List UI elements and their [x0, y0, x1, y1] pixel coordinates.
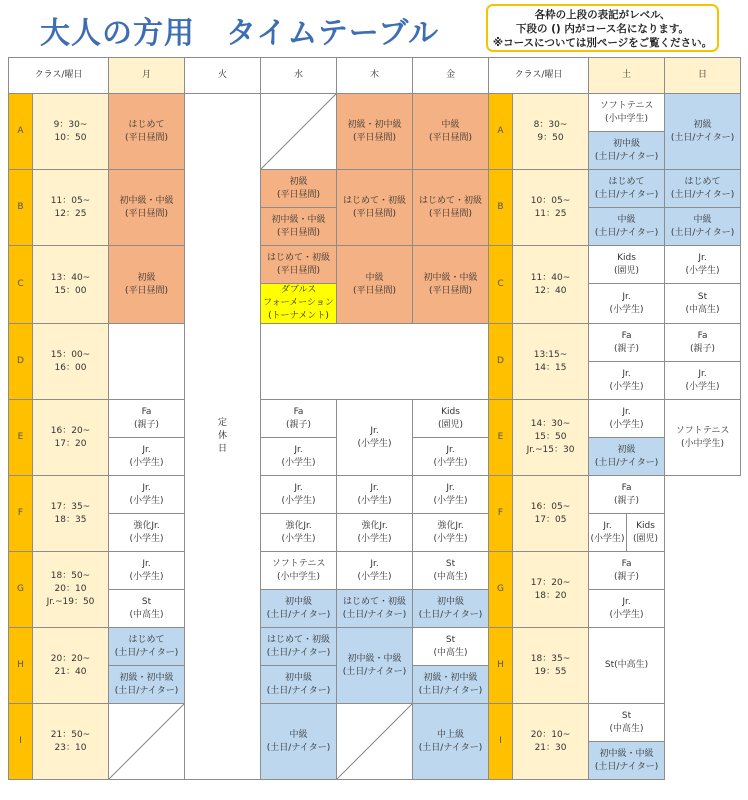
slot-mon-f2[interactable]: 強化Jr. (小学生): [109, 514, 185, 552]
slot-fri-h1[interactable]: St (中高生): [413, 628, 489, 666]
day-header-sun: 日: [665, 58, 741, 94]
slot-fri-e2[interactable]: Jr. (小学生): [413, 438, 489, 476]
time-e: 16：20~ 17：20: [33, 400, 109, 476]
class-label-c-right: C: [489, 246, 513, 324]
slot-mon-h1[interactable]: はじめて (土日/ナイター): [109, 628, 185, 666]
class-label-a: A: [9, 94, 33, 170]
slot-thu-i-empty: [337, 704, 413, 780]
slot-mon-g2[interactable]: St (中高生): [109, 590, 185, 628]
slot-wed-b2[interactable]: 初中級・中級 (平日昼間): [261, 208, 337, 246]
header-row: [9, 58, 741, 94]
slot-fri-g2[interactable]: 初中級 (土日/ナイター): [413, 590, 489, 628]
class-label-b-right: B: [489, 170, 513, 246]
slot-fri-h2[interactable]: 初級・初中級 (土日/ナイター): [413, 666, 489, 704]
slot-thu-a[interactable]: 初級・初中級 (平日昼間): [337, 94, 413, 170]
slot-sun-d1[interactable]: Fa (親子): [665, 324, 741, 362]
slot-wed-a-empty: [261, 94, 337, 170]
time-b-right: 10：05~ 11：25: [513, 170, 589, 246]
time-g-right: 17：20~ 18：20: [513, 552, 589, 628]
slot-fri-i[interactable]: 中上級 (土日/ナイター): [413, 704, 489, 780]
slot-mon-a[interactable]: はじめて (平日昼間): [109, 94, 185, 170]
blank-sun-f: [665, 476, 741, 552]
slot-sun-d2[interactable]: Jr. (小学生): [665, 362, 741, 400]
class-label-e-right: E: [489, 400, 513, 476]
day-header-sat: 土: [589, 58, 665, 94]
slot-sun-c2[interactable]: St (中高生): [665, 284, 741, 324]
slot-thu-c[interactable]: 中級 (平日昼間): [337, 246, 413, 324]
slot-wed-h1[interactable]: はじめて・初級 (土日/ナイター): [261, 628, 337, 666]
slot-fri-f2[interactable]: 強化Jr. (小学生): [413, 514, 489, 552]
slot-sun-c1[interactable]: Jr. (小学生): [665, 246, 741, 284]
slot-mon-i-empty: [109, 704, 185, 780]
slot-wed-h2[interactable]: 初中級 (土日/ナイター): [261, 666, 337, 704]
slot-mon-e2[interactable]: Jr. (小学生): [109, 438, 185, 476]
class-label-i-right: I: [489, 704, 513, 780]
class-label-e: E: [9, 400, 33, 476]
slot-wed-c1[interactable]: はじめて・初級 (平日昼間): [261, 246, 337, 284]
class-label-i: I: [9, 704, 33, 780]
slot-wed-f2[interactable]: 強化Jr. (小学生): [261, 514, 337, 552]
slot-sat-b1[interactable]: はじめて (土日/ナイター): [589, 170, 665, 208]
time-a-right: 8：30~ 9：50: [513, 94, 589, 170]
page-title: 大人の方用 タイムテーブル: [40, 16, 440, 51]
time-c: 13：40~ 15：00: [33, 246, 109, 324]
class-label-a-right: A: [489, 94, 513, 170]
class-label-b: B: [9, 170, 33, 246]
slot-sat-e2[interactable]: 初級 (土日/ナイター): [589, 438, 665, 476]
slot-fri-c[interactable]: 初中級・中級 (平日昼間): [413, 246, 489, 324]
day-header-mon: 月: [109, 58, 185, 94]
closed-tuesday: 定 休 日: [185, 94, 261, 780]
slot-sun-b1[interactable]: はじめて (土日/ナイター): [665, 170, 741, 208]
note-line: 各枠の上段の表記がレベル、: [534, 9, 671, 21]
slot-sun-e[interactable]: ソフトテニス (小中学生): [665, 400, 741, 476]
class-label-d-right: D: [489, 324, 513, 400]
class-label-h: H: [9, 628, 33, 704]
slot-sat-d2[interactable]: Jr. (小学生): [589, 362, 665, 400]
slot-sat-a2[interactable]: 初中級 (土日/ナイター): [589, 132, 665, 170]
slot-wed-i[interactable]: 中級 (土日/ナイター): [261, 704, 337, 780]
time-f-right: 16：05~ 17：05: [513, 476, 589, 552]
slot-fri-e1[interactable]: Kids (園児): [413, 400, 489, 438]
slot-sat-f2a[interactable]: Jr. (小学生): [589, 514, 627, 552]
slot-fri-g1[interactable]: St (中高生): [413, 552, 489, 590]
slot-sat-c1[interactable]: Kids (園児): [589, 246, 665, 284]
time-h: 20：20~ 21：40: [33, 628, 109, 704]
slot-mon-b[interactable]: 初中級・中級 (平日昼間): [109, 170, 185, 246]
day-header-wed: 水: [261, 58, 337, 94]
slot-thu-e[interactable]: Jr. (小学生): [337, 400, 413, 476]
slot-thu-g1[interactable]: Jr. (小学生): [337, 552, 413, 590]
slot-sat-g1[interactable]: Fa (親子): [589, 552, 665, 590]
slot-wed-c2[interactable]: ダブルス フォーメーション (トーナメント): [261, 284, 337, 324]
slot-thu-h[interactable]: 初中級・中級 (土日/ナイター): [337, 628, 413, 704]
slot-mon-g1[interactable]: Jr. (小学生): [109, 552, 185, 590]
slot-sat-d1[interactable]: Fa (親子): [589, 324, 665, 362]
time-b: 11：05~ 12：25: [33, 170, 109, 246]
slot-sun-a[interactable]: 初級 (土日/ナイター): [665, 94, 741, 170]
time-i: 21：50~ 23：10: [33, 704, 109, 780]
class-label-c: C: [9, 246, 33, 324]
slot-sun-b2[interactable]: 中級 (土日/ナイター): [665, 208, 741, 246]
slot-sat-f2b[interactable]: Kids (園児): [627, 514, 665, 552]
time-d: 15：00~ 16：00: [33, 324, 109, 400]
slot-fri-a[interactable]: 中級 (平日昼間): [413, 94, 489, 170]
slot-mon-d-empty: [109, 324, 185, 400]
class-label-d: D: [9, 324, 33, 400]
slot-mon-h2[interactable]: 初級・初中級 (土日/ナイター): [109, 666, 185, 704]
slot-sat-i2[interactable]: 初中級・中級 (土日/ナイター): [589, 742, 665, 780]
legend-note: [486, 4, 719, 52]
slot-wed-f1[interactable]: Jr. (小学生): [261, 476, 337, 514]
class-label-g-right: G: [489, 552, 513, 628]
class-day-header-right: クラス/曜日: [489, 58, 589, 94]
time-e-right: 14：30~ 15：50 Jr.~15：30: [513, 400, 589, 476]
slot-wed-g2[interactable]: 初中級 (土日/ナイター): [261, 590, 337, 628]
class-label-h-right: H: [489, 628, 513, 704]
slot-sat-f1[interactable]: Fa (親子): [589, 476, 665, 514]
slot-thu-f2[interactable]: 強化Jr. (小学生): [337, 514, 413, 552]
slot-mon-c[interactable]: 初級 (平日昼間): [109, 246, 185, 324]
slot-sat-e1[interactable]: Jr. (小学生): [589, 400, 665, 438]
class-label-g: G: [9, 552, 33, 628]
day-header-tue: 火: [185, 58, 261, 94]
slot-thu-f1[interactable]: Jr. (小学生): [337, 476, 413, 514]
slot-wed-b1[interactable]: 初級 (平日昼間): [261, 170, 337, 208]
slot-mon-f1[interactable]: Jr. (小学生): [109, 476, 185, 514]
slot-fri-f1[interactable]: Jr. (小学生): [413, 476, 489, 514]
slot-sat-i1[interactable]: St (中高生): [589, 704, 665, 742]
time-f: 17：35~ 18：35: [33, 476, 109, 552]
slot-mon-e1[interactable]: Fa (親子): [109, 400, 185, 438]
day-header-thu: 木: [337, 58, 413, 94]
slot-wed-fri-d-empty: [261, 324, 489, 400]
time-h-right: 18：35~ 19：55: [513, 628, 589, 704]
slot-sat-a1[interactable]: ソフトテニス (小中学生): [589, 94, 665, 132]
time-c-right: 11：40~ 12：40: [513, 246, 589, 324]
blank-sun-g-i: [665, 552, 741, 780]
time-d-right: 13:15~ 14：15: [513, 324, 589, 400]
slot-sat-b2[interactable]: 中級 (土日/ナイター): [589, 208, 665, 246]
slot-sat-g2[interactable]: Jr. (小学生): [589, 590, 665, 628]
slot-wed-g1[interactable]: ソフトテニス (小中学生): [261, 552, 337, 590]
class-label-f: F: [9, 476, 33, 552]
class-day-header: クラス/曜日: [9, 58, 109, 94]
slot-sat-h[interactable]: St(中高生): [589, 628, 665, 704]
time-g: 18：50~ 20：10 Jr.~19：50: [33, 552, 109, 628]
note-line: 下段の () 内がコース名になります。: [515, 23, 690, 35]
class-label-f-right: F: [489, 476, 513, 552]
slot-thu-g2[interactable]: はじめて・初級 (土日/ナイター): [337, 590, 413, 628]
note-line: ※コースについては別ページをご覧ください。: [492, 37, 713, 49]
day-header-fri: 金: [413, 58, 489, 94]
slot-wed-e2[interactable]: Jr. (小学生): [261, 438, 337, 476]
slot-wed-e1[interactable]: Fa (親子): [261, 400, 337, 438]
slot-thu-b[interactable]: はじめて・初級 (平日昼間): [337, 170, 413, 246]
slot-sat-c2[interactable]: Jr. (小学生): [589, 284, 665, 324]
timetable: [8, 57, 741, 780]
time-i-right: 20：10~ 21：30: [513, 704, 589, 780]
time-a: 9：30~ 10：50: [33, 94, 109, 170]
slot-fri-b[interactable]: はじめて・初級 (平日昼間): [413, 170, 489, 246]
